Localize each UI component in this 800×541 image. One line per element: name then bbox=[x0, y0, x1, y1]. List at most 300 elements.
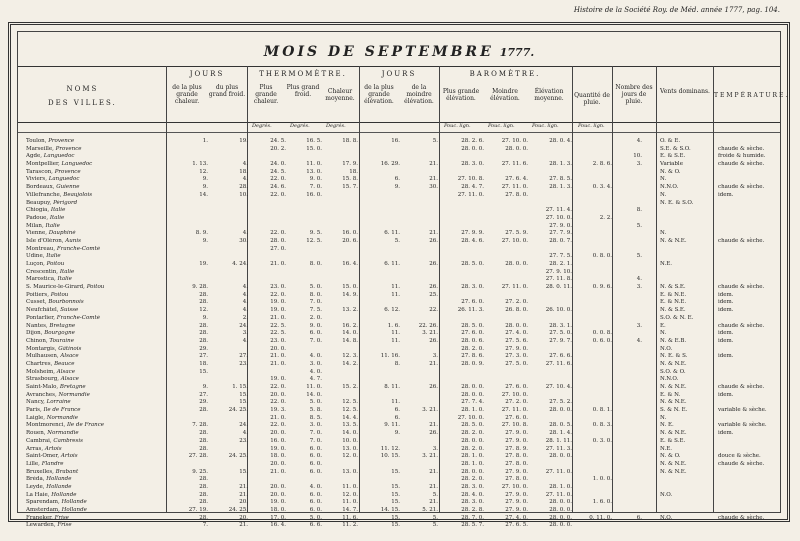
cell-c10: 28. 1. 4. bbox=[549, 430, 572, 437]
cell-c9: 27. 9. 0. bbox=[505, 491, 528, 498]
cell-c10: 26. 10. 0. bbox=[545, 307, 572, 314]
cell-c9: 27. 5. 0. bbox=[505, 360, 528, 367]
unit-label: Degrés. bbox=[290, 123, 310, 129]
cell-c14: variable & sèche. bbox=[718, 422, 767, 429]
cell-c2: 18. bbox=[239, 168, 248, 175]
group-jours-1: JOURS bbox=[189, 70, 225, 78]
unit-label: Degrés. bbox=[252, 123, 272, 129]
city-name bbox=[26, 499, 171, 507]
cell-c10: 28. 1. 11. bbox=[545, 437, 572, 444]
cell-c8: 28. 2. 0. bbox=[461, 345, 484, 352]
cell-c3: 21. 0. bbox=[270, 353, 286, 360]
cell-c2: 28. bbox=[239, 184, 248, 191]
cell-c9: 27. 10. 8. bbox=[501, 422, 528, 429]
cell-c4: 5. 0. bbox=[309, 399, 322, 406]
cell-c3: 20. 0. bbox=[270, 391, 286, 398]
city: Toulon, bbox=[26, 138, 49, 144]
cell-c1: 28. bbox=[199, 437, 208, 444]
cell-c14: chaude & sèche. bbox=[718, 514, 765, 521]
cell-c12: 4. bbox=[636, 276, 642, 283]
cell-c9: 27. 2. 0. bbox=[505, 299, 528, 306]
province: Beaujolois bbox=[63, 191, 93, 198]
city-name bbox=[26, 299, 171, 307]
city: Chinon, bbox=[26, 337, 50, 344]
cell-c6: 11. bbox=[391, 399, 400, 406]
cell-c8: 27. 10. 8. bbox=[457, 176, 484, 183]
province: Périgord bbox=[53, 199, 78, 206]
city: Luçon, bbox=[26, 261, 47, 267]
cell-c3: 24. 5. bbox=[270, 138, 286, 144]
cell-c13: N. & S.E. bbox=[660, 307, 686, 314]
cell-c14: idem. bbox=[718, 330, 734, 337]
cell-c9: 27. 11. 0. bbox=[501, 284, 528, 291]
cell-c6: 11. bbox=[391, 291, 400, 298]
cell-c1: 12. bbox=[199, 307, 208, 314]
province: Provence bbox=[54, 168, 81, 175]
cell-c12: 5. bbox=[636, 222, 642, 229]
city: Chartres, bbox=[26, 360, 55, 367]
cell-c11: 2. 8. 6. bbox=[592, 161, 612, 168]
city-name bbox=[26, 207, 171, 215]
cell-c13: N. E. & S.O. bbox=[660, 199, 694, 206]
city-name bbox=[26, 384, 171, 392]
city: Neufchâtel, bbox=[26, 307, 61, 314]
col-header: Plus grande élévation. bbox=[442, 88, 480, 102]
cell-c13: E. & N.E. bbox=[660, 299, 687, 306]
cell-c11: 0. 11. 0. bbox=[589, 514, 612, 521]
cell-c9: 27. 6. 4. bbox=[505, 176, 528, 183]
cell-c1: 28. bbox=[199, 291, 208, 298]
cell-c11: 1. 0. 0. bbox=[592, 476, 612, 483]
province: Hollande bbox=[46, 483, 72, 490]
cell-c5: 10. 0. bbox=[342, 437, 358, 444]
city: Chiogia, bbox=[26, 207, 51, 214]
cell-c9: 27. 9. 0. bbox=[505, 345, 528, 352]
city: Cambrai, bbox=[26, 437, 54, 444]
cell-c4: 5. 0. bbox=[309, 514, 322, 521]
city: Pontarlier, bbox=[26, 314, 57, 321]
cell-c6: 11. 16. bbox=[380, 353, 400, 360]
province: Hollande bbox=[61, 507, 87, 513]
cell-c7: 21. bbox=[429, 230, 438, 237]
province: Bourgogne bbox=[44, 330, 75, 337]
cell-c3: 28. 0. bbox=[270, 237, 286, 244]
cell-c4: 6. 0. bbox=[309, 460, 322, 467]
cell-c4: 5. 0. bbox=[309, 284, 322, 291]
city: La Haie, bbox=[26, 491, 52, 498]
city-name bbox=[26, 399, 171, 407]
cell-c2: 24. bbox=[239, 322, 248, 329]
cell-c8: 27. 7. 4. bbox=[461, 399, 484, 406]
cell-c8: 28. 4. 0. bbox=[461, 491, 484, 498]
col-header: Quantité de pluie. bbox=[574, 92, 610, 106]
city: Isle d'Oléron, bbox=[26, 237, 66, 244]
cell-c1: 9. bbox=[202, 384, 208, 390]
col-header: du plus grand froid. bbox=[208, 84, 246, 98]
cell-c6: 15. bbox=[391, 514, 400, 521]
cell-c13: N. bbox=[660, 176, 667, 183]
cell-c7: 26. bbox=[429, 261, 438, 267]
city: Tarascon, bbox=[26, 168, 55, 175]
cell-c4: 7. 0. bbox=[309, 437, 322, 444]
cell-c6: 6. bbox=[394, 176, 400, 183]
cell-c7: 22. bbox=[429, 307, 438, 314]
cell-c13: N.N.O. bbox=[660, 376, 679, 383]
cell-c13: O. & E. bbox=[660, 138, 681, 144]
cell-c10: 27. 11. 6. bbox=[545, 360, 572, 367]
cell-c3: 27. 0. bbox=[270, 245, 286, 252]
cell-c11: 0. 8. 3. bbox=[592, 422, 612, 429]
city: Montmorenci, bbox=[26, 422, 67, 429]
cell-c3: 21. 0. bbox=[270, 360, 286, 367]
cell-c10: 27. 5. 2. bbox=[549, 399, 572, 406]
cell-c6: 6. 11. bbox=[384, 230, 400, 237]
cell-c8: 28. 2. 0. bbox=[461, 430, 484, 437]
cell-c1: 28. bbox=[199, 499, 208, 506]
cell-c12: 8. bbox=[636, 207, 642, 214]
cell-c8: 28. 2. 8. bbox=[461, 507, 484, 513]
cell-c14: idem. bbox=[718, 299, 734, 306]
cell-c6: 9. 11. bbox=[384, 422, 400, 429]
cell-c14: idem. bbox=[718, 307, 734, 314]
names-header-line1: NOMS bbox=[66, 85, 99, 93]
cell-c13: E. & S.E. bbox=[660, 437, 686, 444]
city-name bbox=[26, 353, 171, 361]
city-name bbox=[26, 223, 171, 231]
cell-c2: 24. bbox=[239, 422, 248, 429]
cell-c5: 12. 0. bbox=[342, 491, 358, 498]
city-name bbox=[26, 415, 171, 423]
city: Paris, bbox=[26, 407, 44, 414]
province: Italie bbox=[50, 207, 66, 214]
cell-c4: 7. 5. bbox=[309, 307, 322, 314]
col-header: de la moindre élévation. bbox=[404, 84, 434, 105]
cell-c12: 6. bbox=[636, 514, 642, 521]
rule bbox=[18, 122, 780, 123]
city: Bréda, bbox=[26, 476, 47, 483]
cell-c6: 15. bbox=[391, 499, 400, 506]
cell-c5: 18. 8. bbox=[342, 138, 358, 144]
cell-c4: 11. 0. bbox=[306, 161, 322, 168]
cell-c2: 4. bbox=[242, 430, 248, 437]
cell-c9: 27. 8. 0. bbox=[505, 476, 528, 483]
cell-c11: 1. 6. 0. bbox=[592, 499, 612, 506]
cell-c1: 27. 28. bbox=[188, 453, 208, 460]
cell-c5: 13. 2. bbox=[342, 307, 358, 314]
cell-c13: N. & E.B. bbox=[660, 337, 687, 344]
cell-c8: 28. 0. 0. bbox=[461, 384, 484, 390]
cell-c14: idem. bbox=[718, 391, 734, 398]
province: Provence bbox=[48, 138, 75, 144]
cell-c2: 23. bbox=[239, 360, 248, 367]
cell-c2: 21. bbox=[239, 483, 248, 490]
cell-c13: N. & O. bbox=[660, 453, 681, 460]
cell-c10: 27. 9. 7. bbox=[549, 337, 572, 344]
cell-c8: 28. 0. 0. bbox=[461, 468, 484, 475]
city-name bbox=[26, 215, 171, 223]
cell-c1: 9. bbox=[202, 184, 208, 191]
cell-c7: 21. bbox=[429, 422, 438, 429]
running-header: Histoire de la Société Roy. de Méd. année 1777, pag. 104. bbox=[573, 6, 780, 14]
cell-c13: N. & O. bbox=[660, 168, 681, 175]
cell-c1: 28. bbox=[199, 430, 208, 437]
cell-c2: 15. bbox=[239, 391, 248, 398]
group-jours-2: JOURS bbox=[381, 70, 417, 78]
cell-c14: chaude & sèche. bbox=[718, 460, 765, 467]
cell-c9: 27. 8. 0. bbox=[505, 453, 528, 460]
cell-c10: 27. 6. 6. bbox=[549, 353, 572, 360]
cell-c3: 21. 0. bbox=[270, 261, 286, 267]
city: Molsheim, bbox=[26, 368, 57, 375]
table-frame bbox=[8, 22, 790, 529]
city-name bbox=[26, 446, 171, 454]
cell-c3: 23. 0. bbox=[270, 284, 286, 291]
province: Bretagne bbox=[49, 322, 76, 329]
cell-c6: 8. bbox=[394, 360, 400, 367]
cell-c5: 14. 0. bbox=[342, 430, 358, 437]
cell-c2: 21. bbox=[239, 522, 248, 529]
cell-c14: chaude & sèche. bbox=[718, 145, 765, 152]
cell-c2: 1. 15. bbox=[232, 384, 248, 390]
province: Frise bbox=[54, 514, 69, 521]
city-name bbox=[26, 330, 171, 338]
cell-c3: 24. 0. bbox=[270, 161, 286, 168]
province: Cambresis bbox=[53, 437, 83, 444]
cell-c9: 27. 9. 0. bbox=[505, 507, 528, 513]
cell-c1: 28. bbox=[199, 330, 208, 337]
cell-c4: 11. 0. bbox=[306, 384, 322, 390]
unit-label: Pouc. lign. bbox=[532, 123, 559, 129]
cell-c4: 6. 0. bbox=[309, 499, 322, 506]
cell-c3: 19. 0. bbox=[270, 307, 286, 314]
cell-c9: 27. 10. 0. bbox=[501, 391, 528, 398]
col-header: Élévation moyenne. bbox=[534, 88, 564, 102]
province: Alsace bbox=[60, 353, 79, 360]
city-name bbox=[26, 484, 171, 492]
cell-c8: 28. 5. 0. bbox=[461, 261, 484, 267]
cell-c13: N. & N.E. bbox=[660, 237, 687, 244]
province: Flandre bbox=[41, 460, 64, 467]
province: Bourbonnois bbox=[48, 299, 84, 306]
cell-c2: 4. bbox=[242, 299, 248, 306]
cell-c14: chaude & sèche. bbox=[718, 384, 765, 390]
cell-c7: 26. bbox=[429, 237, 438, 244]
cell-c13: E. bbox=[660, 322, 666, 329]
province: Franche-Comté bbox=[56, 245, 101, 252]
cell-c9: 27. 9. 0. bbox=[505, 468, 528, 475]
cell-c13: S.O. & N. E. bbox=[660, 314, 694, 321]
col-divider bbox=[572, 66, 573, 512]
cell-c9: 28. 0. 0. bbox=[505, 145, 528, 152]
cell-c2: 27. bbox=[239, 353, 248, 360]
cell-c6: 9. bbox=[394, 184, 400, 191]
cell-c8: 26. 11. 3. bbox=[457, 307, 484, 314]
cell-c13: N. bbox=[660, 191, 667, 198]
cell-c11: 0. 8. 0. bbox=[592, 253, 612, 260]
cell-c6: 10. 15. bbox=[380, 453, 400, 460]
city-name bbox=[26, 346, 171, 354]
city: Cusset, bbox=[26, 299, 49, 306]
cell-c1: 28. bbox=[199, 299, 208, 306]
province: Aunis bbox=[65, 237, 81, 244]
cell-c1: 29. bbox=[199, 399, 208, 406]
cell-c11: 0. 3. 0. bbox=[592, 437, 612, 444]
cell-c9: 27. 8. 9. bbox=[505, 445, 528, 452]
cell-c1: 15. bbox=[199, 368, 208, 375]
cell-c5: 16. 4. bbox=[342, 261, 358, 267]
province: Lorraine bbox=[46, 399, 71, 406]
city: Franeker, bbox=[26, 514, 55, 521]
cell-c1: 29. bbox=[199, 345, 208, 352]
cell-c4: 8. 0. bbox=[309, 291, 322, 298]
cell-c3: 21. 0. bbox=[270, 314, 286, 321]
city: Dijon, bbox=[26, 330, 45, 337]
city-name bbox=[26, 469, 171, 477]
city: Montpellier, bbox=[26, 161, 62, 168]
cell-c10: 28. 1. 0. bbox=[549, 483, 572, 490]
cell-c8: 28. 1. 0. bbox=[461, 407, 484, 414]
cell-c6: 1. 6. bbox=[387, 322, 400, 329]
cell-c2: 4. bbox=[242, 291, 248, 298]
col-header: de la plus grande chaleur. bbox=[172, 84, 202, 105]
city: Rouen, bbox=[26, 430, 48, 437]
cell-c3: 22. 0. bbox=[270, 176, 286, 183]
cell-c5: 13. 5. bbox=[342, 422, 358, 429]
city-name bbox=[26, 176, 171, 184]
city: Leyde, bbox=[26, 483, 47, 490]
cell-c7: 26. bbox=[429, 337, 438, 344]
cell-c1: 9. 28. bbox=[192, 284, 208, 291]
cell-c6: 8. 11. bbox=[384, 384, 400, 390]
cell-c6: 16. 29. bbox=[380, 161, 400, 168]
cell-c3: 20. 0. bbox=[270, 460, 286, 467]
cell-c13: N. & N.E. bbox=[660, 399, 687, 406]
cell-c8: 28. 0. 6. bbox=[461, 337, 484, 344]
city-name bbox=[26, 338, 171, 346]
col-header: Vents dominans. bbox=[660, 88, 710, 95]
cell-c6: 6. bbox=[394, 414, 400, 421]
table-inner bbox=[17, 31, 790, 529]
city: Nantes, bbox=[26, 322, 50, 329]
province: Italie bbox=[59, 268, 75, 275]
province: Normandie bbox=[58, 391, 90, 398]
city-name bbox=[26, 269, 171, 277]
cell-c7: 5. bbox=[432, 514, 438, 521]
city-name bbox=[26, 153, 171, 161]
cell-c11: 0. 6. 0. bbox=[592, 337, 612, 344]
cell-c5: 14. 9. bbox=[342, 291, 358, 298]
cell-c3: 21. 0. bbox=[270, 414, 286, 421]
cell-c4: 14. 0. bbox=[306, 391, 322, 398]
cell-c4: 7. 0. bbox=[309, 337, 322, 344]
cell-c8: 28. 1. 0. bbox=[461, 453, 484, 460]
cell-c10: 28. 0. 0. bbox=[549, 499, 572, 506]
cell-c5: 18. bbox=[349, 168, 358, 175]
city: Milan, bbox=[26, 222, 46, 229]
cell-c11: 0. 0. 8. bbox=[592, 330, 612, 337]
cell-c2: 10. bbox=[239, 191, 248, 198]
cell-c5: 12. 5. bbox=[342, 407, 358, 414]
province: Italie bbox=[45, 222, 60, 229]
cell-c4: 6. 0. bbox=[309, 468, 322, 475]
cell-c9: 28. 0. 0. bbox=[505, 322, 528, 329]
cell-c4: 6. 0. bbox=[309, 491, 322, 498]
cell-c13: N. & N.E. bbox=[660, 468, 687, 475]
city: Beaupuy, bbox=[26, 199, 54, 206]
province: Hollande bbox=[61, 499, 87, 506]
city: Agde, bbox=[26, 153, 44, 160]
cell-c1: 28. bbox=[199, 483, 208, 490]
cell-c10: 28. 0. 0. bbox=[549, 453, 572, 460]
cell-c1: 28. bbox=[199, 476, 208, 483]
cell-c7: 21. bbox=[429, 499, 438, 506]
cell-c14: chaude & sèche. bbox=[718, 284, 765, 291]
cell-c6: 6. 11. bbox=[384, 261, 400, 267]
province: Poitou bbox=[50, 291, 69, 298]
cell-c13: N. bbox=[660, 230, 667, 237]
cell-c5: 15. 7. bbox=[342, 184, 358, 191]
cell-c3: 20. 0. bbox=[270, 483, 286, 490]
province: Italie bbox=[57, 276, 72, 283]
cell-c4: 7. 0. bbox=[309, 430, 322, 437]
cell-c2: 4. bbox=[242, 284, 248, 291]
city-name bbox=[26, 292, 171, 300]
province: Alsace bbox=[60, 376, 79, 383]
city: Poitiers, bbox=[26, 291, 51, 298]
cell-c3: 22. 0. bbox=[270, 384, 286, 390]
cell-c9: 27. 6. 5. bbox=[505, 522, 528, 529]
cell-c6: 14. 15. bbox=[380, 507, 400, 513]
cell-c9: 27. 5. 6. bbox=[505, 337, 528, 344]
cell-c1: 28. bbox=[199, 322, 208, 329]
cell-c5: 11. 2. bbox=[342, 522, 358, 529]
col-header: de la plus grande élévation. bbox=[364, 84, 394, 105]
city-name bbox=[26, 376, 171, 384]
col-divider bbox=[612, 66, 613, 512]
cell-c10: 28. 0. 0. bbox=[549, 507, 572, 513]
cell-c4: 6. 0. bbox=[309, 453, 322, 460]
cell-c7: 21. bbox=[429, 176, 438, 183]
cell-c1: 27. bbox=[199, 353, 208, 360]
city: Avranches, bbox=[26, 391, 59, 398]
cell-c12: 4. bbox=[636, 138, 642, 144]
cell-c13: N. bbox=[660, 330, 667, 337]
cell-c7: 3. 21. bbox=[422, 453, 438, 460]
cell-c6: 11. bbox=[391, 284, 400, 291]
province: Normandie bbox=[47, 430, 79, 437]
cell-c3: 16. 0. bbox=[270, 437, 286, 444]
cell-c10: 28. 1. 3. bbox=[549, 184, 572, 191]
province: Franche-Comté bbox=[56, 314, 100, 321]
col-header: Plus grande chaleur. bbox=[253, 84, 279, 105]
cell-c9: 26. 8. 0. bbox=[505, 307, 528, 314]
city: Saint-Omer, bbox=[26, 453, 61, 460]
cell-c7: 3. bbox=[432, 353, 438, 360]
cell-c13: N.O. bbox=[660, 345, 673, 352]
city-name bbox=[26, 284, 171, 292]
cell-c14: idem. bbox=[718, 291, 734, 298]
cell-c8: 28. 3. 0. bbox=[461, 161, 484, 168]
city-name bbox=[26, 369, 171, 377]
cell-c8: 28. 0. 0. bbox=[461, 437, 484, 444]
cell-c14: idem. bbox=[718, 337, 734, 344]
cell-c14: idem. bbox=[718, 191, 734, 198]
province: Italie bbox=[46, 253, 61, 260]
cell-c10: 27. 10. 4. bbox=[545, 384, 572, 390]
cell-c10: 27. 9. 10. bbox=[545, 268, 572, 275]
cell-c8: 28. 2. 6. bbox=[461, 138, 484, 144]
cell-c1: 19. bbox=[199, 261, 208, 267]
